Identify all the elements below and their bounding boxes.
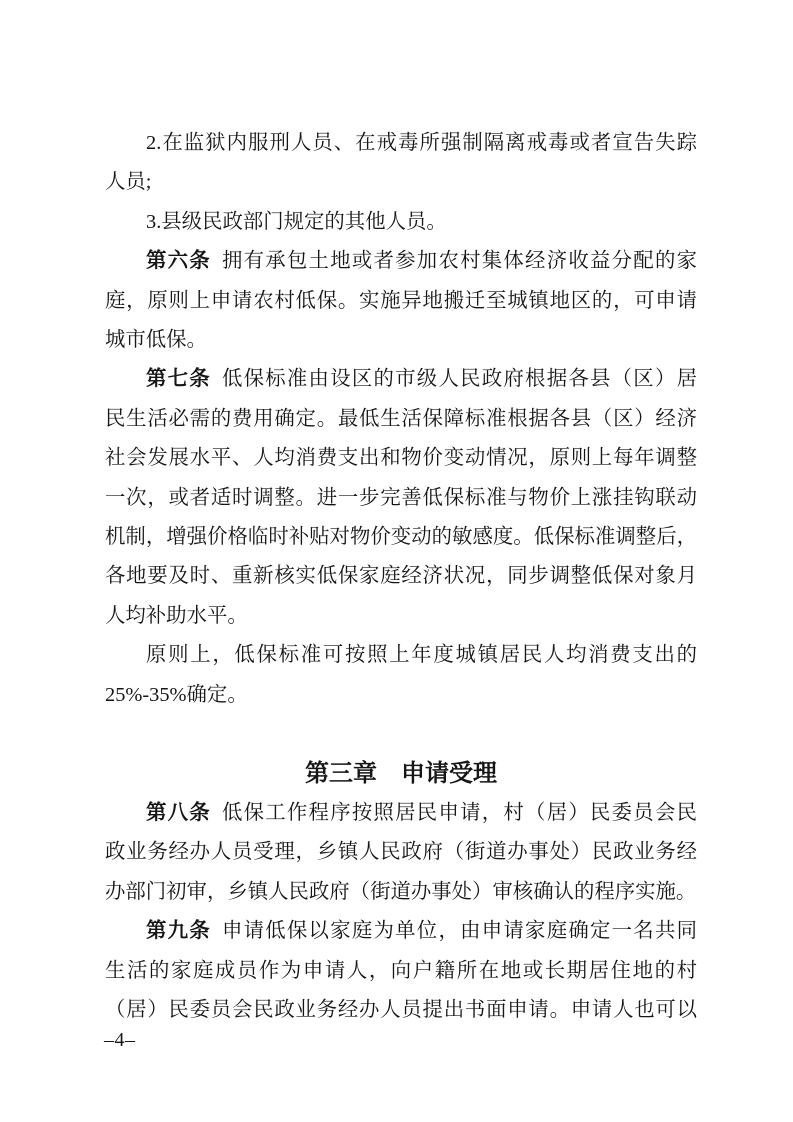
text-line: 庭，原则上申请农村低保。实施异地搬迁至城镇地区的，可申请 [105, 289, 697, 312]
text-line: 原则上，低保标准可按照上年度城镇居民人均消费支出的 [146, 644, 697, 667]
text-line: 一次，或者适时调整。进一步完善低保标准与物价上涨挂钩联动 [105, 486, 697, 509]
text-line: 民生活必需的费用确定。最低生活保障标准根据各县（区）经济 [105, 407, 697, 430]
text-line: （居）民委员会民政业务经办人员提出书面申请。申请人也可以 [105, 998, 697, 1021]
text-line: 人均补助水平。 [105, 604, 248, 627]
chapter-heading [105, 754, 697, 793]
text-line: 办部门初审，乡镇人民政府（街道办事处）审核确认的程序实施。 [105, 880, 697, 903]
text-line: 社会发展水平、人均消费支出和物价变动情况，原则上每年调整 [105, 447, 697, 470]
text-line: 人员; [105, 171, 152, 194]
article-number-label: 第六条 [146, 250, 211, 273]
document-content [105, 124, 697, 1030]
text-line: 城市低保。 [105, 329, 207, 352]
text-line: 机制，增强价格临时补贴对物价变动的敏感度。低保标准调整后， [105, 526, 697, 549]
text-line: 25%-35%确定。 [105, 683, 248, 706]
article-number-label: 第七条 [146, 368, 211, 391]
article-number-label: 第九条 [146, 920, 211, 943]
text-line: 各地要及时、重新核实低保家庭经济状况，同步调整低保对象月 [105, 565, 697, 588]
body-paragraph [105, 360, 697, 636]
body-paragraph [105, 636, 697, 715]
text-line: 第六条 拥有承包土地或者参加农村集体经济收益分配的家 [146, 250, 697, 273]
body-paragraph [105, 242, 697, 360]
text-line: 第八条 低保工作程序按照居民申请，村（居）民委员会民 [146, 801, 697, 824]
page-number: –4– [104, 1029, 136, 1051]
text-line: 第九条 申请低保以家庭为单位，由申请家庭确定一名共同 [146, 920, 697, 943]
text-line: 生活的家庭成员作为申请人，向户籍所在地或长期居住地的村 [105, 959, 697, 982]
body-paragraph [105, 794, 697, 912]
body-paragraph [105, 203, 697, 242]
text-line: 2.在监狱内服刑人员、在戒毒所强制隔离戒毒或者宣告失踪 [146, 132, 697, 154]
text-line: 第七条 低保标准由设区的市级人民政府根据各县（区）居 [146, 368, 697, 391]
chapter-heading-line: 第三章 申请受理 [305, 760, 497, 788]
article-number-label: 第八条 [146, 801, 211, 824]
body-paragraph [105, 124, 697, 203]
body-paragraph [105, 912, 697, 1030]
text-line: 政业务经办人员受理，乡镇人民政府（街道办事处）民政业务经 [105, 841, 697, 864]
text-line: 3.县级民政部门规定的其他人员。 [146, 210, 447, 233]
